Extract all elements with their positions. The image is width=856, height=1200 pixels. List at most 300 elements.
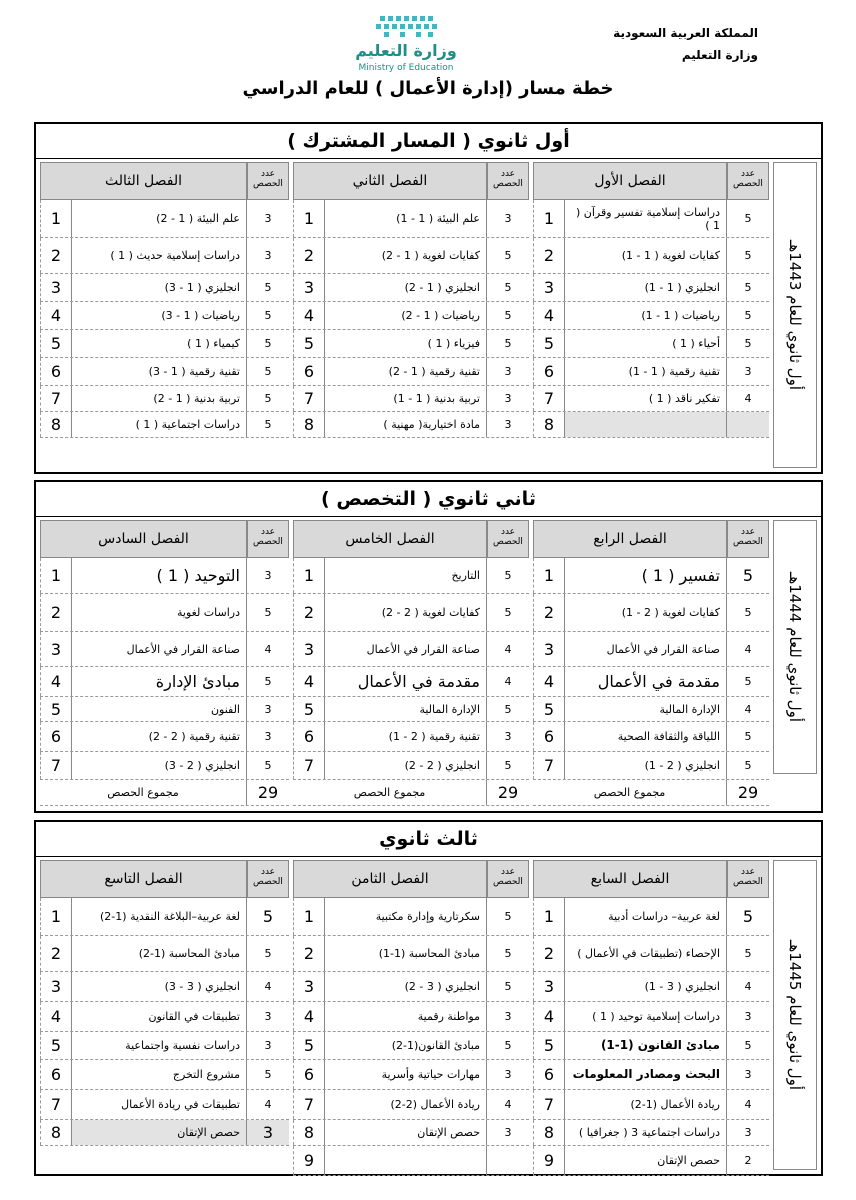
row-number: 8 xyxy=(40,1120,72,1145)
table-row xyxy=(533,330,769,358)
logo-english-text: Ministry of Education xyxy=(358,63,454,73)
subject-name: دراسات لغوية xyxy=(177,606,240,619)
table-row xyxy=(533,1120,769,1146)
row-number: 5 xyxy=(293,697,325,721)
row-number: 6 xyxy=(293,1060,325,1089)
table-row xyxy=(40,386,289,412)
hours-value: 4 xyxy=(486,1090,529,1119)
row-number: 5 xyxy=(533,697,565,721)
subject-name: مبادئ المحاسبة (1-2) xyxy=(138,947,240,960)
total-row xyxy=(293,780,529,806)
table-row xyxy=(533,972,769,1002)
hours-value: 3 xyxy=(246,238,289,273)
hours-column-header: عدد الحصص xyxy=(487,860,529,898)
table-row xyxy=(293,1032,529,1060)
row-number: 8 xyxy=(293,412,325,437)
table-row xyxy=(40,274,289,302)
total-label: مجموع الحصص xyxy=(593,786,666,799)
row-number: 2 xyxy=(293,594,325,631)
semester-column xyxy=(533,162,769,468)
semester-name: الفصل الخامس xyxy=(293,520,487,558)
row-number: 2 xyxy=(533,238,565,273)
year-side-label: أول ثانوي للعام 1443هـ xyxy=(773,162,817,468)
subject-name: علم البيئة ( 1 - 1) xyxy=(396,212,480,225)
semester-name: الفصل السادس xyxy=(40,520,247,558)
hours-value: 5 xyxy=(486,330,529,357)
total-row xyxy=(533,780,769,806)
subject-name: حصص الإتقان xyxy=(657,1154,720,1167)
hours-value: 3 xyxy=(486,412,529,437)
hours-value: 3 xyxy=(726,1120,769,1145)
semester-name: الفصل السابع xyxy=(533,860,727,898)
table-row xyxy=(293,972,529,1002)
row-number: 8 xyxy=(533,412,565,437)
hours-column-header: عدد الحصص xyxy=(247,520,289,558)
table-row xyxy=(293,386,529,412)
row-number: 2 xyxy=(293,238,325,273)
section-third-year xyxy=(34,820,823,1176)
hours-value: 5 xyxy=(246,412,289,437)
hours-value: 3 xyxy=(246,1120,289,1145)
row-number: 1 xyxy=(533,558,565,593)
total-label: مجموع الحصص xyxy=(353,786,426,799)
row-number: 3 xyxy=(293,972,325,1001)
hours-value: 5 xyxy=(486,238,529,273)
subject-name: كفايات لغوية ( 2 - 1) xyxy=(621,606,720,619)
subject-name: كفايات لغوية ( 1 - 1) xyxy=(621,249,720,262)
hours-value: 5 xyxy=(486,752,529,779)
row-number: 3 xyxy=(533,972,565,1001)
table-row xyxy=(533,238,769,274)
hours-value: 5 xyxy=(246,594,289,631)
table-row xyxy=(293,274,529,302)
semester-column xyxy=(533,860,769,1170)
row-number: 1 xyxy=(293,200,325,237)
hours-value: 5 xyxy=(726,558,769,593)
subject-name: تفسير ( 1 ) xyxy=(641,566,720,585)
row-number: 6 xyxy=(533,358,565,385)
row-number: 1 xyxy=(40,558,72,593)
table-row xyxy=(293,1090,529,1120)
subject-name: انجليزي ( 3 - 3) xyxy=(164,980,240,993)
subject-name: انجليزي ( 2 - 2) xyxy=(404,759,480,772)
row-number: 4 xyxy=(533,1002,565,1031)
subject-name: مواطنة رقمية xyxy=(417,1010,480,1023)
row-number: 7 xyxy=(533,752,565,779)
hours-value: 5 xyxy=(726,1032,769,1059)
table-row xyxy=(293,697,529,722)
table-row xyxy=(293,358,529,386)
table-row xyxy=(40,972,289,1002)
table-row xyxy=(293,302,529,330)
semester-column xyxy=(293,860,529,1170)
table-row xyxy=(40,752,289,780)
hours-value: 5 xyxy=(246,274,289,301)
hours-value: 5 xyxy=(246,898,289,935)
subject-name: كفايات لغوية ( 1 - 2) xyxy=(381,249,480,262)
table-row xyxy=(293,1146,529,1176)
subject-name: دراسات إسلامية حديث ( 1 ) xyxy=(110,249,240,262)
subject-name: مبادئ المحاسبة (1-1) xyxy=(378,947,480,960)
subject-name: مشروع التخرج xyxy=(172,1068,240,1081)
hours-value: 3 xyxy=(726,1060,769,1089)
table-row xyxy=(40,412,289,438)
hours-column-header: عدد الحصص xyxy=(727,860,769,898)
subject-name: لغة عربية– دراسات أدبية xyxy=(608,910,720,923)
row-number: 2 xyxy=(40,238,72,273)
hours-value: 5 xyxy=(726,200,769,237)
subject-name: انجليزي ( 3 - 2) xyxy=(404,980,480,993)
table-row xyxy=(533,697,769,722)
total-value: 29 xyxy=(246,780,289,805)
row-number: 3 xyxy=(40,632,72,666)
table-row xyxy=(533,558,769,594)
row-number: 8 xyxy=(40,412,72,437)
row-number: 4 xyxy=(533,667,565,696)
table-row xyxy=(40,558,289,594)
semester-name: الفصل الثالث xyxy=(40,162,247,200)
semester-name: الفصل الثاني xyxy=(293,162,487,200)
subject-name: رياضيات ( 1 - 3) xyxy=(161,309,240,322)
table-row xyxy=(293,594,529,632)
subject-name: تقنية رقمية ( 1 - 1) xyxy=(628,365,720,378)
table-row xyxy=(533,752,769,780)
table-row xyxy=(40,594,289,632)
subject-name: دراسات إسلامية توحيد ( 1 ) xyxy=(592,1010,720,1023)
row-number: 6 xyxy=(293,722,325,751)
kingdom-label: المملكة العربية السعودية xyxy=(613,26,758,40)
hours-value: 4 xyxy=(726,386,769,411)
subject-name xyxy=(565,412,726,437)
hours-value xyxy=(486,1146,529,1175)
subject-name: اللياقة والثقافة الصحية xyxy=(617,730,720,743)
hours-value: 5 xyxy=(246,386,289,411)
hours-value: 3 xyxy=(246,1002,289,1031)
row-number: 6 xyxy=(40,1060,72,1089)
hours-column-header: عدد الحصص xyxy=(247,162,289,200)
hours-value: 5 xyxy=(726,936,769,971)
semester-header xyxy=(293,860,529,898)
table-row xyxy=(40,722,289,752)
subject-name: مقدمة في الأعمال xyxy=(357,672,480,691)
subject-name: الإحصاء (تطبيقات في الأعمال ) xyxy=(577,947,720,960)
table-row xyxy=(40,238,289,274)
section-title: ثاني ثانوي ( التخصص ) xyxy=(36,482,821,517)
year-side-label: أول ثانوي للعام 1445هـ xyxy=(773,860,817,1170)
subject-name: تقنية رقمية ( 1 - 3) xyxy=(148,365,240,378)
hours-value: 5 xyxy=(486,558,529,593)
table-row xyxy=(293,330,529,358)
section-title: ثالث ثانوي xyxy=(36,822,821,857)
hours-value: 3 xyxy=(246,697,289,721)
hours-value: 5 xyxy=(246,358,289,385)
hours-value: 5 xyxy=(486,274,529,301)
table-row xyxy=(40,1060,289,1090)
table-row xyxy=(40,302,289,330)
row-number: 4 xyxy=(293,667,325,696)
table-row xyxy=(293,898,529,936)
hours-value: 5 xyxy=(486,1032,529,1059)
section-first-year xyxy=(34,122,823,474)
hours-value: 4 xyxy=(486,632,529,666)
subject-name: مبادئ الإدارة xyxy=(155,672,240,691)
table-row xyxy=(293,412,529,438)
hours-value: 4 xyxy=(726,697,769,721)
semester-column xyxy=(40,162,289,468)
row-number: 4 xyxy=(293,302,325,329)
subject-name: كيمياء ( 1 ) xyxy=(187,337,240,350)
row-number: 1 xyxy=(293,898,325,935)
semester-column xyxy=(533,520,769,807)
hours-value: 2 xyxy=(726,1146,769,1175)
row-number: 2 xyxy=(40,936,72,971)
subject-name xyxy=(325,1146,486,1175)
hours-value: 4 xyxy=(246,632,289,666)
row-number: 4 xyxy=(40,302,72,329)
row-number: 3 xyxy=(40,972,72,1001)
ministry-logo xyxy=(308,14,464,78)
table-row xyxy=(533,386,769,412)
row-number: 4 xyxy=(40,667,72,696)
semester-header xyxy=(40,860,289,898)
hours-value: 5 xyxy=(726,274,769,301)
table-row xyxy=(293,667,529,697)
row-number: 6 xyxy=(293,358,325,385)
subject-name: مبادئ القانون (1-1) xyxy=(600,1038,720,1052)
subject-name: انجليزي ( 1 - 1) xyxy=(644,281,720,294)
hours-value: 3 xyxy=(726,358,769,385)
subject-name: تقنية رقمية ( 2 - 1) xyxy=(388,730,480,743)
hours-value: 5 xyxy=(486,936,529,971)
section-grid xyxy=(40,520,817,807)
subject-name: مبادئ القانون(1-2) xyxy=(391,1039,480,1052)
row-number: 1 xyxy=(533,898,565,935)
hours-value: 5 xyxy=(726,238,769,273)
row-number: 1 xyxy=(40,898,72,935)
hours-column-header: عدد الحصص xyxy=(247,860,289,898)
semester-header xyxy=(533,860,769,898)
subject-name: علم البيئة ( 1 - 2) xyxy=(156,212,240,225)
semester-column xyxy=(293,520,529,807)
row-number: 5 xyxy=(40,330,72,357)
semester-header xyxy=(40,162,289,200)
row-number: 5 xyxy=(293,1032,325,1059)
row-number: 3 xyxy=(40,274,72,301)
subject-name: الفنون xyxy=(210,702,240,716)
subject-name: سكرتارية وإدارة مكتبية xyxy=(375,910,480,923)
section-grid xyxy=(40,162,817,468)
subject-name: صناعة القرار في الأعمال xyxy=(126,642,240,656)
subject-name: دراسات اجتماعية ( 1 ) xyxy=(135,418,240,431)
table-row xyxy=(40,697,289,722)
subject-name: حصص الإتقان xyxy=(72,1120,246,1145)
row-number: 5 xyxy=(533,1032,565,1059)
row-number: 4 xyxy=(40,1002,72,1031)
row-number: 5 xyxy=(40,697,72,721)
row-number: 7 xyxy=(293,752,325,779)
subject-name: انجليزي ( 1 - 2) xyxy=(404,281,480,294)
hours-column-header: عدد الحصص xyxy=(487,520,529,558)
subject-name: صناعة القرار في الأعمال xyxy=(366,642,480,656)
hours-value: 4 xyxy=(726,1090,769,1119)
subject-name: تطبيقات في القانون xyxy=(148,1010,240,1023)
table-row xyxy=(40,936,289,972)
table-row xyxy=(293,558,529,594)
hours-value: 3 xyxy=(246,200,289,237)
subject-name: الإدارة المالية xyxy=(659,702,720,716)
row-number: 7 xyxy=(533,1090,565,1119)
hours-value: 5 xyxy=(486,302,529,329)
row-number: 3 xyxy=(293,632,325,666)
hours-column-header: عدد الحصص xyxy=(487,162,529,200)
table-row xyxy=(533,358,769,386)
semester-name: الفصل الرابع xyxy=(533,520,727,558)
hours-value: 5 xyxy=(246,752,289,779)
hours-value: 5 xyxy=(246,936,289,971)
table-row xyxy=(40,632,289,667)
subject-name: فيزياء ( 1 ) xyxy=(427,337,480,350)
total-label: مجموع الحصص xyxy=(107,786,179,799)
hours-value: 3 xyxy=(246,558,289,593)
hours-value: 3 xyxy=(486,722,529,751)
row-number: 4 xyxy=(533,302,565,329)
table-row xyxy=(293,1060,529,1090)
semester-column xyxy=(40,520,289,807)
row-number: 2 xyxy=(533,594,565,631)
subject-name: صناعة القرار في الأعمال xyxy=(606,642,720,656)
table-row xyxy=(533,200,769,238)
hours-value: 5 xyxy=(486,594,529,631)
logo-arabic-text: وزارة التعليم xyxy=(355,41,457,60)
hours-value: 4 xyxy=(246,1090,289,1119)
hours-value: 5 xyxy=(486,972,529,1001)
row-number: 9 xyxy=(293,1146,325,1175)
row-number: 1 xyxy=(533,200,565,237)
row-number: 1 xyxy=(293,558,325,593)
hours-value xyxy=(726,412,769,437)
semester-header xyxy=(293,162,529,200)
semester-name: الفصل التاسع xyxy=(40,860,247,898)
table-row xyxy=(533,302,769,330)
header-right xyxy=(613,22,758,66)
table-row xyxy=(293,1120,529,1146)
hours-value: 4 xyxy=(246,972,289,1001)
subject-name: انجليزي ( 2 - 1) xyxy=(644,759,720,772)
hours-column-header: عدد الحصص xyxy=(727,162,769,200)
hours-value: 5 xyxy=(486,697,529,721)
subject-name: رياضيات ( 1 - 2) xyxy=(401,309,480,322)
table-row xyxy=(533,632,769,667)
subject-name: مقدمة في الأعمال xyxy=(597,672,720,691)
hours-value: 5 xyxy=(726,752,769,779)
semester-header xyxy=(533,520,769,558)
row-number: 2 xyxy=(293,936,325,971)
subject-name: مهارات حياتية وأسرية xyxy=(381,1068,480,1081)
section-title: أول ثانوي ( المسار المشترك ) xyxy=(36,124,821,159)
hours-value: 5 xyxy=(246,302,289,329)
subject-name: تربية بدنية ( 1 - 2) xyxy=(153,392,240,405)
hours-value: 5 xyxy=(246,330,289,357)
table-row xyxy=(533,667,769,697)
table-row xyxy=(293,632,529,667)
year-side-label: أول ثانوي للعام 1444هـ xyxy=(773,520,817,774)
table-row xyxy=(40,1002,289,1032)
row-number: 6 xyxy=(533,722,565,751)
semester-column xyxy=(293,162,529,468)
semester-name: الفصل الأول xyxy=(533,162,727,200)
table-row xyxy=(533,898,769,936)
row-number: 3 xyxy=(533,274,565,301)
table-row xyxy=(293,752,529,780)
hours-value: 4 xyxy=(486,667,529,696)
hours-value: 3 xyxy=(486,1120,529,1145)
row-number: 7 xyxy=(40,752,72,779)
total-row xyxy=(40,780,289,806)
hours-value: 5 xyxy=(726,667,769,696)
hours-value: 3 xyxy=(486,386,529,411)
table-row xyxy=(293,200,529,238)
table-row xyxy=(533,412,769,438)
hours-value: 4 xyxy=(726,972,769,1001)
table-row xyxy=(293,936,529,972)
table-row xyxy=(533,1090,769,1120)
hours-value: 4 xyxy=(726,632,769,666)
hours-value: 3 xyxy=(486,1060,529,1089)
table-row xyxy=(533,1060,769,1090)
row-number: 1 xyxy=(40,200,72,237)
table-row xyxy=(533,1032,769,1060)
table-row xyxy=(40,358,289,386)
subject-name: تربية بدنية ( 1 - 1) xyxy=(393,392,480,405)
hours-value: 5 xyxy=(726,898,769,935)
table-row xyxy=(40,330,289,358)
table-row xyxy=(533,594,769,632)
table-row xyxy=(533,1002,769,1032)
subject-name: دراسات نفسية واجتماعية xyxy=(125,1039,240,1052)
hours-value: 5 xyxy=(246,667,289,696)
row-number: 9 xyxy=(533,1146,565,1175)
subject-name: تفكير ناقد ( 1 ) xyxy=(648,392,720,405)
subject-name: تقنية رقمية ( 1 - 2) xyxy=(388,365,480,378)
row-number: 6 xyxy=(533,1060,565,1089)
hours-value: 5 xyxy=(726,722,769,751)
row-number: 6 xyxy=(40,358,72,385)
table-row xyxy=(293,1002,529,1032)
subject-name: التوحيد ( 1 ) xyxy=(156,566,240,585)
hours-value: 5 xyxy=(726,330,769,357)
row-number: 7 xyxy=(533,386,565,411)
hours-value: 3 xyxy=(246,722,289,751)
subject-name: كفايات لغوية ( 2 - 2) xyxy=(381,606,480,619)
row-number: 2 xyxy=(40,594,72,631)
row-number: 7 xyxy=(40,386,72,411)
total-value: 29 xyxy=(486,780,529,805)
subject-name: البحث ومصادر المعلومات xyxy=(572,1067,720,1081)
section-second-year xyxy=(34,480,823,813)
hours-value: 3 xyxy=(246,1032,289,1059)
semester-header xyxy=(293,520,529,558)
table-row xyxy=(533,722,769,752)
row-number: 2 xyxy=(533,936,565,971)
hours-value: 5 xyxy=(726,302,769,329)
table-row xyxy=(40,898,289,936)
row-number: 3 xyxy=(533,632,565,666)
subject-name: دراسات اجتماعية 3 ( جغرافيا ) xyxy=(578,1126,720,1139)
page-title: خطة مسار (إدارة الأعمال ) للعام الدراسي xyxy=(242,78,614,99)
row-number: 8 xyxy=(533,1120,565,1145)
ministry-label: وزارة التعليم xyxy=(681,48,758,62)
subject-name: حصص الإتقان xyxy=(417,1126,480,1139)
